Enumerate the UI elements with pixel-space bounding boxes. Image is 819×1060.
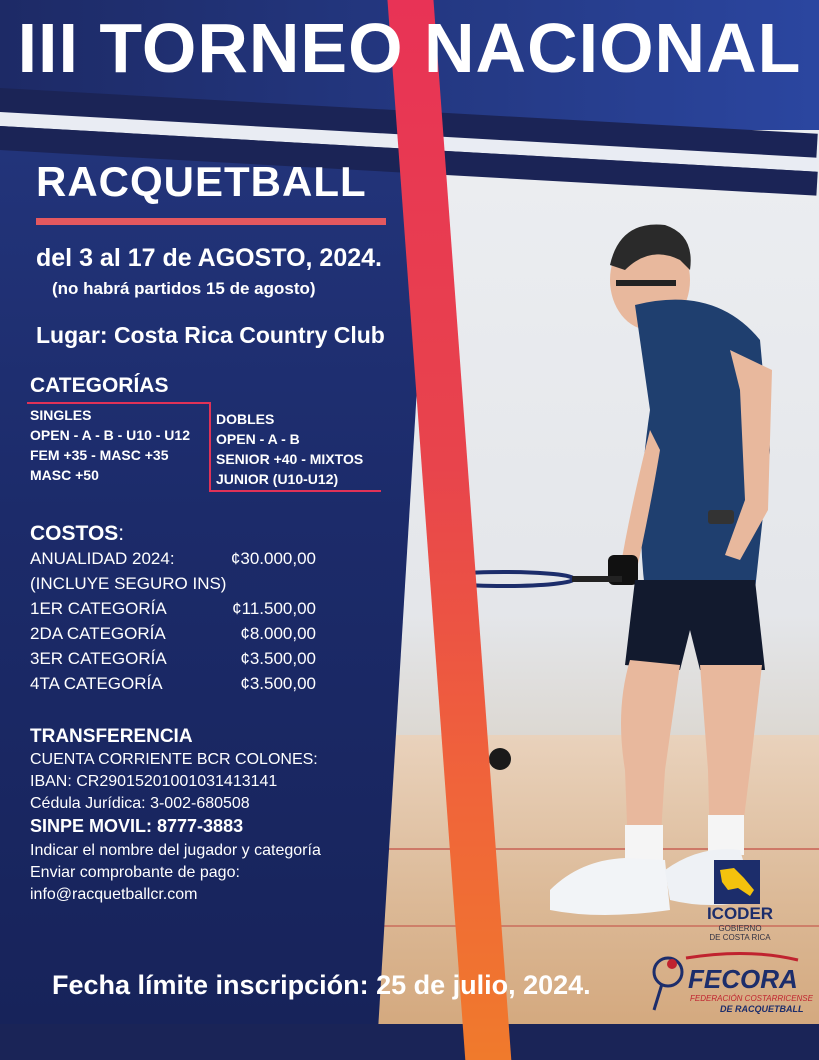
- poster-title: III TORNEO NACIONAL: [17, 9, 802, 87]
- category-item: OPEN - A - B: [216, 431, 300, 447]
- category-item: FEM +35 - MASC +35: [30, 447, 169, 463]
- dobles-list: [216, 409, 363, 489]
- fecora-logo-name: FECORA: [688, 964, 798, 994]
- fecora-logo-subtitle: FEDERACIÓN COSTARRICENSE: [690, 994, 813, 1003]
- transfer-line: Cédula Jurídica: 3-002-680508: [30, 795, 250, 812]
- icoder-logo-subtitle: GOBIERNO: [718, 924, 762, 933]
- transfer-line: IBAN: CR29015201001031413141: [30, 773, 278, 790]
- costs-table: [30, 546, 330, 696]
- note-line: Indicar el nombre del jugador y categoría: [30, 842, 321, 859]
- category-item: SENIOR +40 - MIXTOS: [216, 451, 364, 467]
- cost-label: 1ER CATEGORÍA: [30, 599, 167, 618]
- icoder-logo-subtitle: DE COSTA RICA: [709, 933, 771, 942]
- transfer-line: CUENTA CORRIENTE BCR COLONES:: [30, 751, 318, 768]
- cost-value: ¢3.500,00: [240, 674, 316, 693]
- sinpe-movil: SINPE MOVIL: 8777-3883: [30, 816, 244, 836]
- cost-label: 2DA CATEGORÍA: [30, 624, 166, 643]
- cost-row: [30, 621, 330, 646]
- sport-title: RACQUETBALL: [36, 158, 367, 205]
- transfer-details: [30, 749, 318, 815]
- fecora-logo-subtitle: DE RACQUETBALL: [720, 1004, 804, 1014]
- icoder-logo-name: ICODER: [706, 904, 774, 923]
- cost-row: [30, 646, 330, 671]
- dobles-heading: DOBLES: [216, 411, 275, 427]
- category-item: OPEN - A - B - U10 - U12: [30, 427, 190, 443]
- costs-heading: [30, 522, 124, 546]
- cost-row: [30, 571, 330, 596]
- cost-label: ANUALIDAD 2024:: [30, 549, 175, 568]
- cost-label: 4TA CATEGORÍA: [30, 674, 163, 693]
- dates-note: (no habrá partidos 15 de agosto): [52, 279, 316, 298]
- event-venue: Lugar: Costa Rica Country Club: [36, 322, 385, 348]
- cost-value: ¢8.000,00: [240, 624, 316, 643]
- cost-label: 3ER CATEGORÍA: [30, 649, 167, 668]
- transfer-heading: TRANSFERENCIA: [30, 726, 193, 747]
- category-item: MASC +50: [30, 467, 99, 483]
- note-line: Enviar comprobante de pago:: [30, 864, 240, 881]
- event-dates: del 3 al 17 de AGOSTO, 2024.: [36, 244, 382, 272]
- categories-heading: CATEGORÍAS: [30, 374, 169, 397]
- cost-row: [30, 546, 330, 571]
- cost-row: [30, 596, 330, 621]
- costs-heading-colon: :: [118, 522, 125, 545]
- registration-deadline: Fecha límite inscripción: 25 de julio, 2024.: [52, 970, 591, 1000]
- payment-notes: [30, 840, 321, 906]
- category-item: JUNIOR (U10-U12): [216, 471, 339, 487]
- cost-row: [30, 671, 330, 696]
- costs-heading-text: COSTOS: [30, 522, 119, 545]
- singles-heading: SINGLES: [30, 407, 92, 423]
- cost-value: ¢30.000,00: [230, 549, 316, 568]
- contact-email: info@racquetballcr.com: [30, 886, 198, 903]
- cost-label: (INCLUYE SEGURO INS): [30, 574, 227, 593]
- title-underline: [36, 218, 386, 225]
- cost-value: ¢3.500,00: [240, 649, 316, 668]
- singles-list: [30, 405, 190, 485]
- racquetball-ball: [489, 748, 511, 770]
- cost-value: ¢11.500,00: [232, 599, 316, 618]
- icoder-logo-icon: [714, 860, 760, 904]
